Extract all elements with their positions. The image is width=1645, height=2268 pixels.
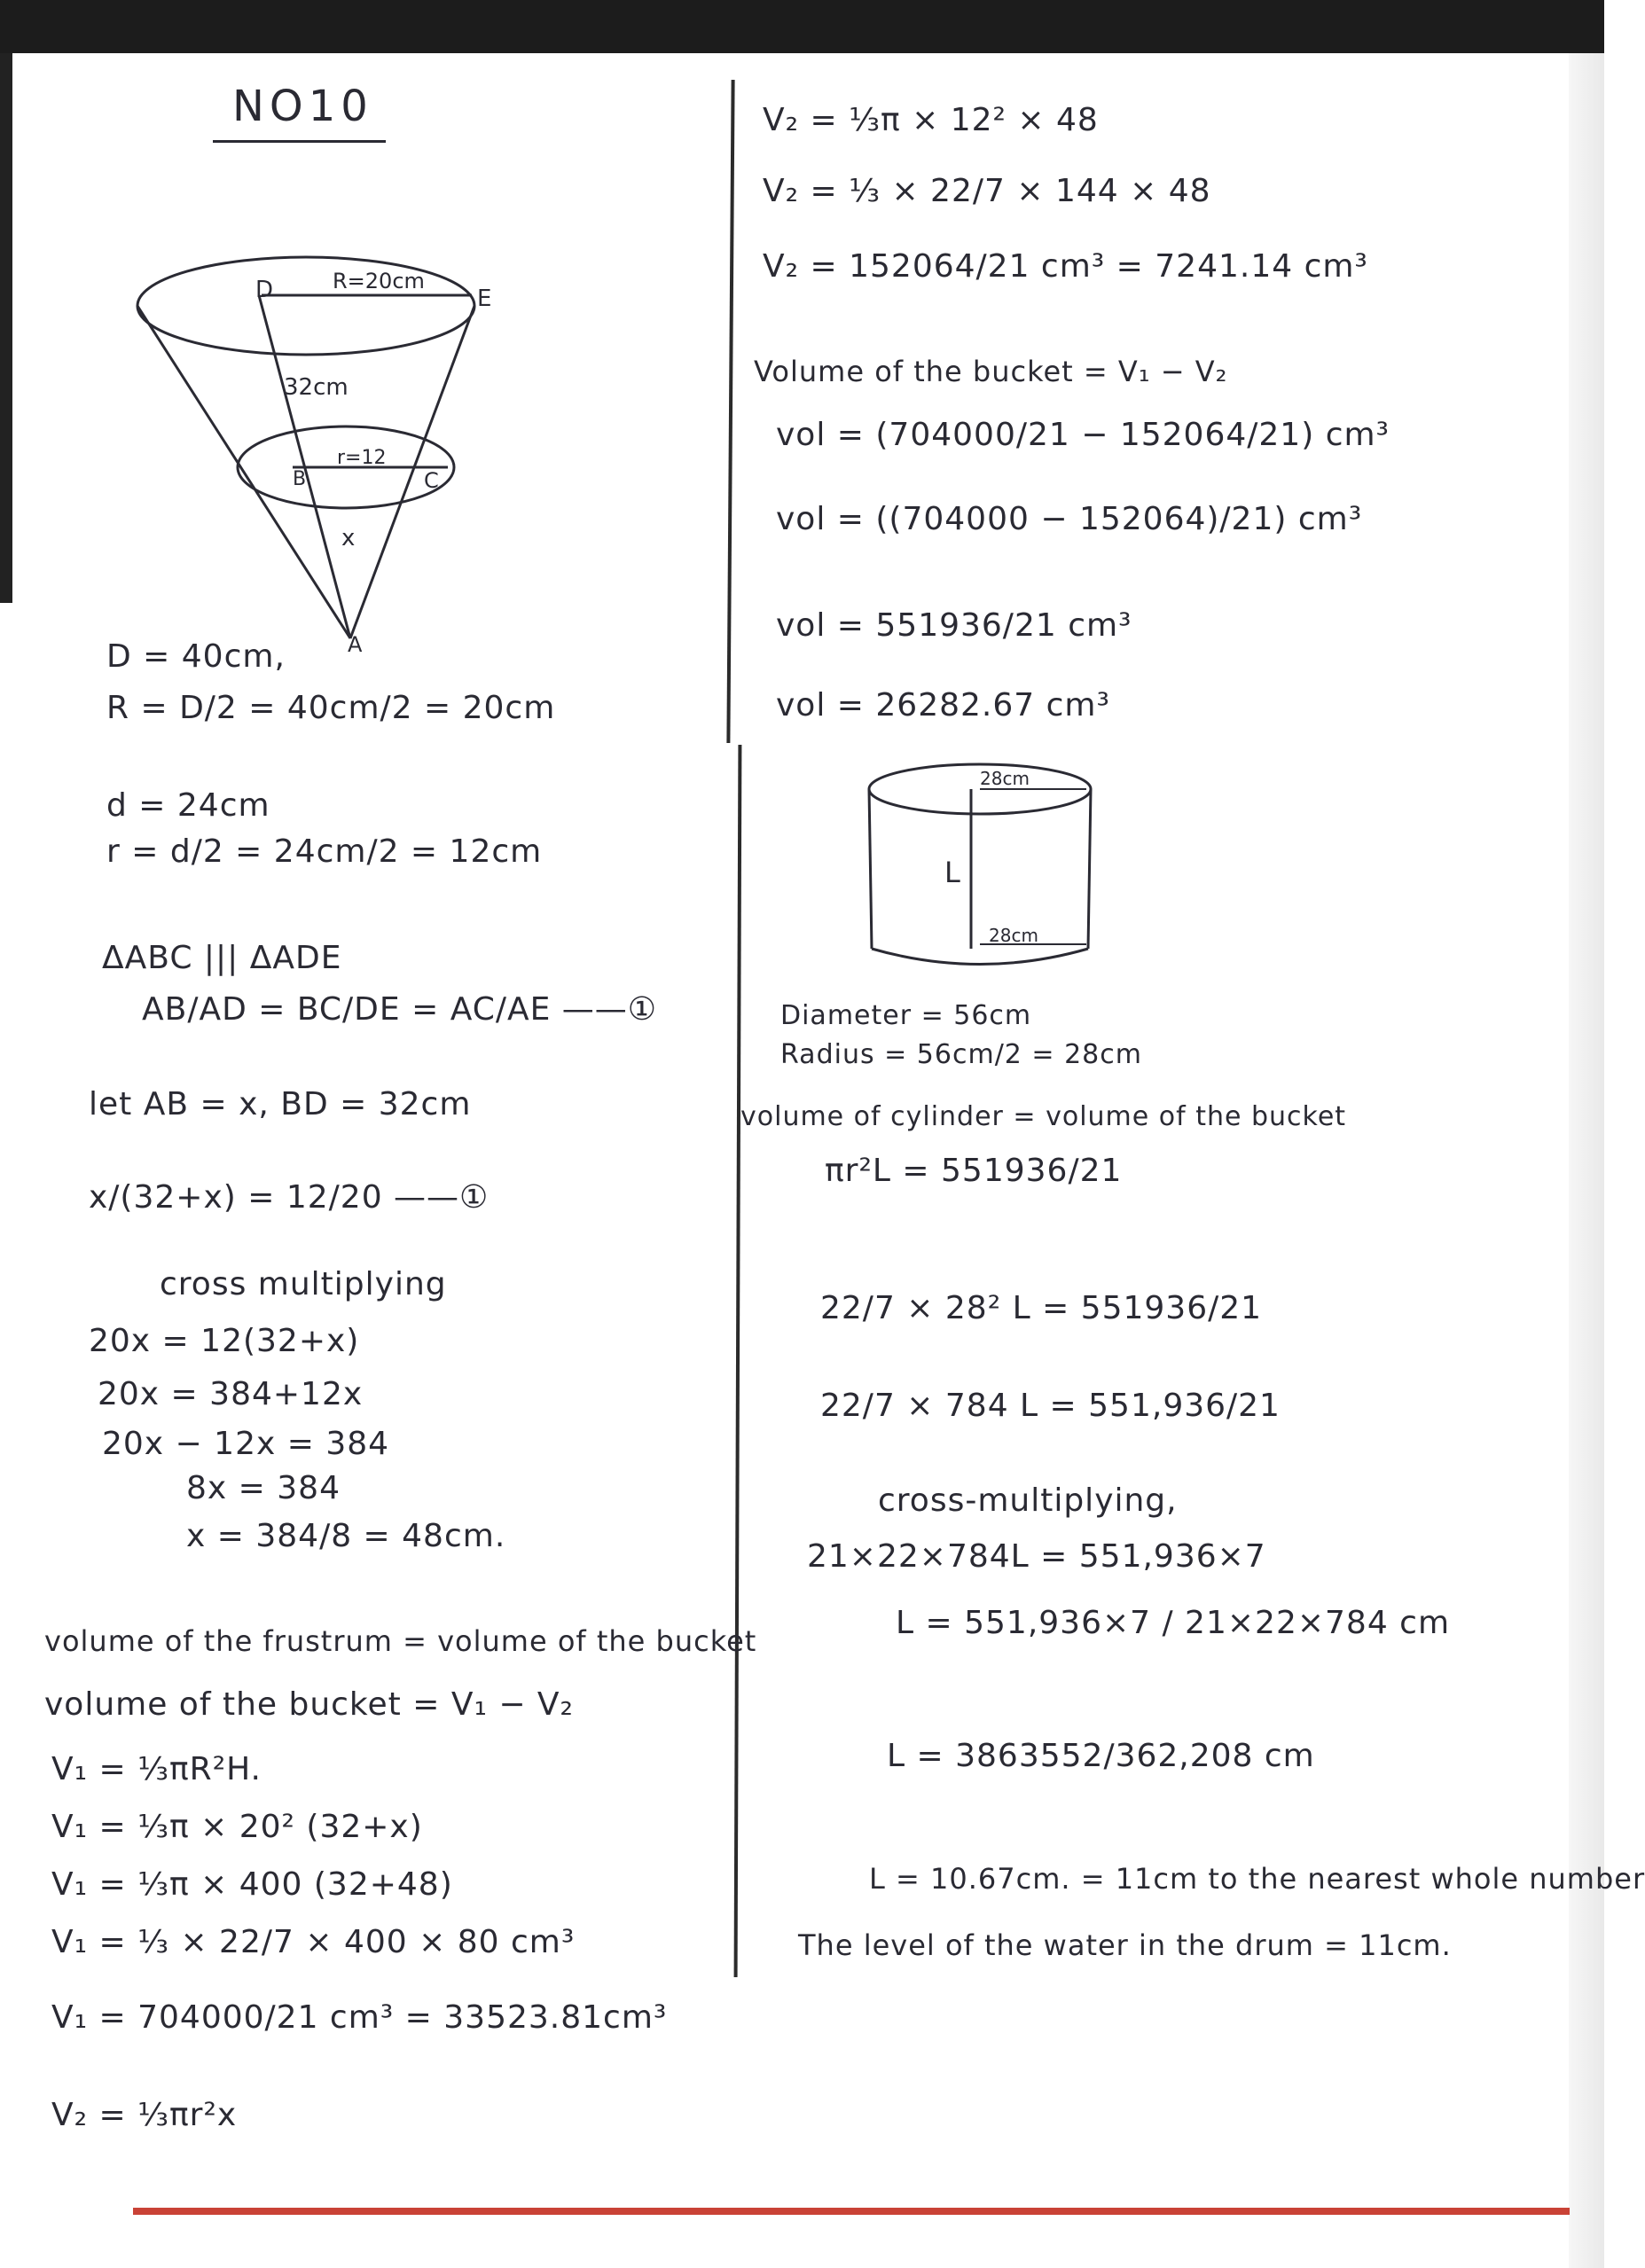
working-line: let AB = x, BD = 32cm (89, 1086, 472, 1122)
working-line: V₂ = ⅓ × 22/7 × 144 × 48 (763, 173, 1211, 209)
working-line: L = 3863552/362,208 cm (887, 1738, 1315, 1774)
working-line: V₁ = ⅓π × 20² (32+x) (51, 1809, 423, 1845)
working-line: D = 40cm, (106, 638, 286, 675)
working-line: vol = ((704000 − 152064)/21) cm³ (776, 501, 1363, 537)
conclusion-line: The level of the water in the drum = 11cm. (798, 1928, 1452, 1962)
label-E: E (477, 285, 492, 312)
working-line: R = D/2 = 40cm/2 = 20cm (106, 690, 556, 726)
scan-right-edge (1569, 53, 1604, 2268)
working-line: V₁ = 704000/21 cm³ = 33523.81cm³ (51, 1999, 668, 2036)
working-line: V₁ = ⅓ × 22/7 × 400 × 80 cm³ (51, 1924, 576, 1960)
working-line: Diameter = 56cm (780, 1000, 1032, 1031)
working-line: x/(32+x) = 12/20 ——① (89, 1179, 490, 1216)
working-line: volume of cylinder = volume of the bucket (740, 1101, 1347, 1132)
cylinder-diagram (847, 758, 1140, 980)
column-divider (734, 745, 742, 1977)
working-line: L = 10.67cm. = 11cm to the nearest whole number (869, 1862, 1645, 1896)
scan-left-shadow (0, 53, 12, 603)
cylinder-radius-bottom: 28cm (989, 925, 1038, 946)
working-line: V₂ = ⅓πr²x (51, 2097, 238, 2133)
slant-length-label: 32cm (284, 374, 349, 401)
working-line: πr²L = 551936/21 (825, 1153, 1123, 1189)
bottom-radius-label: r=12 (337, 447, 387, 469)
working-line: V₂ = ⅓π × 12² × 48 (763, 102, 1099, 138)
working-line: 20x = 384+12x (98, 1376, 364, 1412)
label-A: A (348, 632, 363, 657)
working-line: volume of the frustrum = volume of the bucket (44, 1624, 757, 1658)
question-number: NO10 (232, 82, 373, 131)
label-B: B (293, 468, 307, 490)
working-line: cross multiplying (160, 1266, 447, 1302)
working-line: Volume of the bucket = V₁ − V₂ (754, 355, 1228, 388)
label-C: C (424, 468, 439, 493)
working-line: d = 24cm (106, 787, 270, 824)
column-divider (726, 80, 734, 743)
working-line: AB/AD = BC/DE = AC/AE ——① (142, 991, 658, 1028)
working-line: ΔABC ||| ΔADE (102, 940, 342, 976)
cylinder-radius-top: 28cm (980, 768, 1030, 789)
working-line: x = 384/8 = 48cm. (186, 1518, 506, 1554)
x-label: x (341, 525, 356, 551)
label-D: D (255, 277, 274, 303)
working-line: cross-multiplying, (878, 1482, 1178, 1519)
working-line: vol = 551936/21 cm³ (776, 607, 1132, 644)
cylinder-height-label: L (944, 856, 960, 889)
working-line: 8x = 384 (186, 1470, 341, 1506)
working-line: volume of the bucket = V₁ − V₂ (44, 1686, 574, 1723)
working-line: Radius = 56cm/2 = 28cm (780, 1039, 1142, 1070)
working-line: V₂ = 152064/21 cm³ = 7241.14 cm³ (763, 248, 1368, 285)
working-line: V₁ = ⅓πR²H. (51, 1751, 262, 1787)
scan-top-edge (0, 0, 1604, 53)
working-line: 22/7 × 784 L = 551,936/21 (820, 1388, 1281, 1424)
working-line: L = 551,936×7 / 21×22×784 cm (896, 1605, 1451, 1641)
working-line: 21×22×784L = 551,936×7 (807, 1538, 1266, 1575)
top-radius-label: R=20cm (333, 269, 425, 293)
working-line: vol = (704000/21 − 152064/21) cm³ (776, 417, 1390, 453)
working-line: vol = 26282.67 cm³ (776, 687, 1110, 723)
working-line: 20x − 12x = 384 (102, 1426, 390, 1462)
working-line: V₁ = ⅓π × 400 (32+48) (51, 1866, 453, 1903)
working-line: r = d/2 = 24cm/2 = 12cm (106, 833, 543, 870)
working-line: 22/7 × 28² L = 551936/21 (820, 1290, 1263, 1326)
title-underline (213, 140, 386, 143)
scan-bottom-edge (133, 2208, 1570, 2215)
working-line: 20x = 12(32+x) (89, 1323, 360, 1359)
